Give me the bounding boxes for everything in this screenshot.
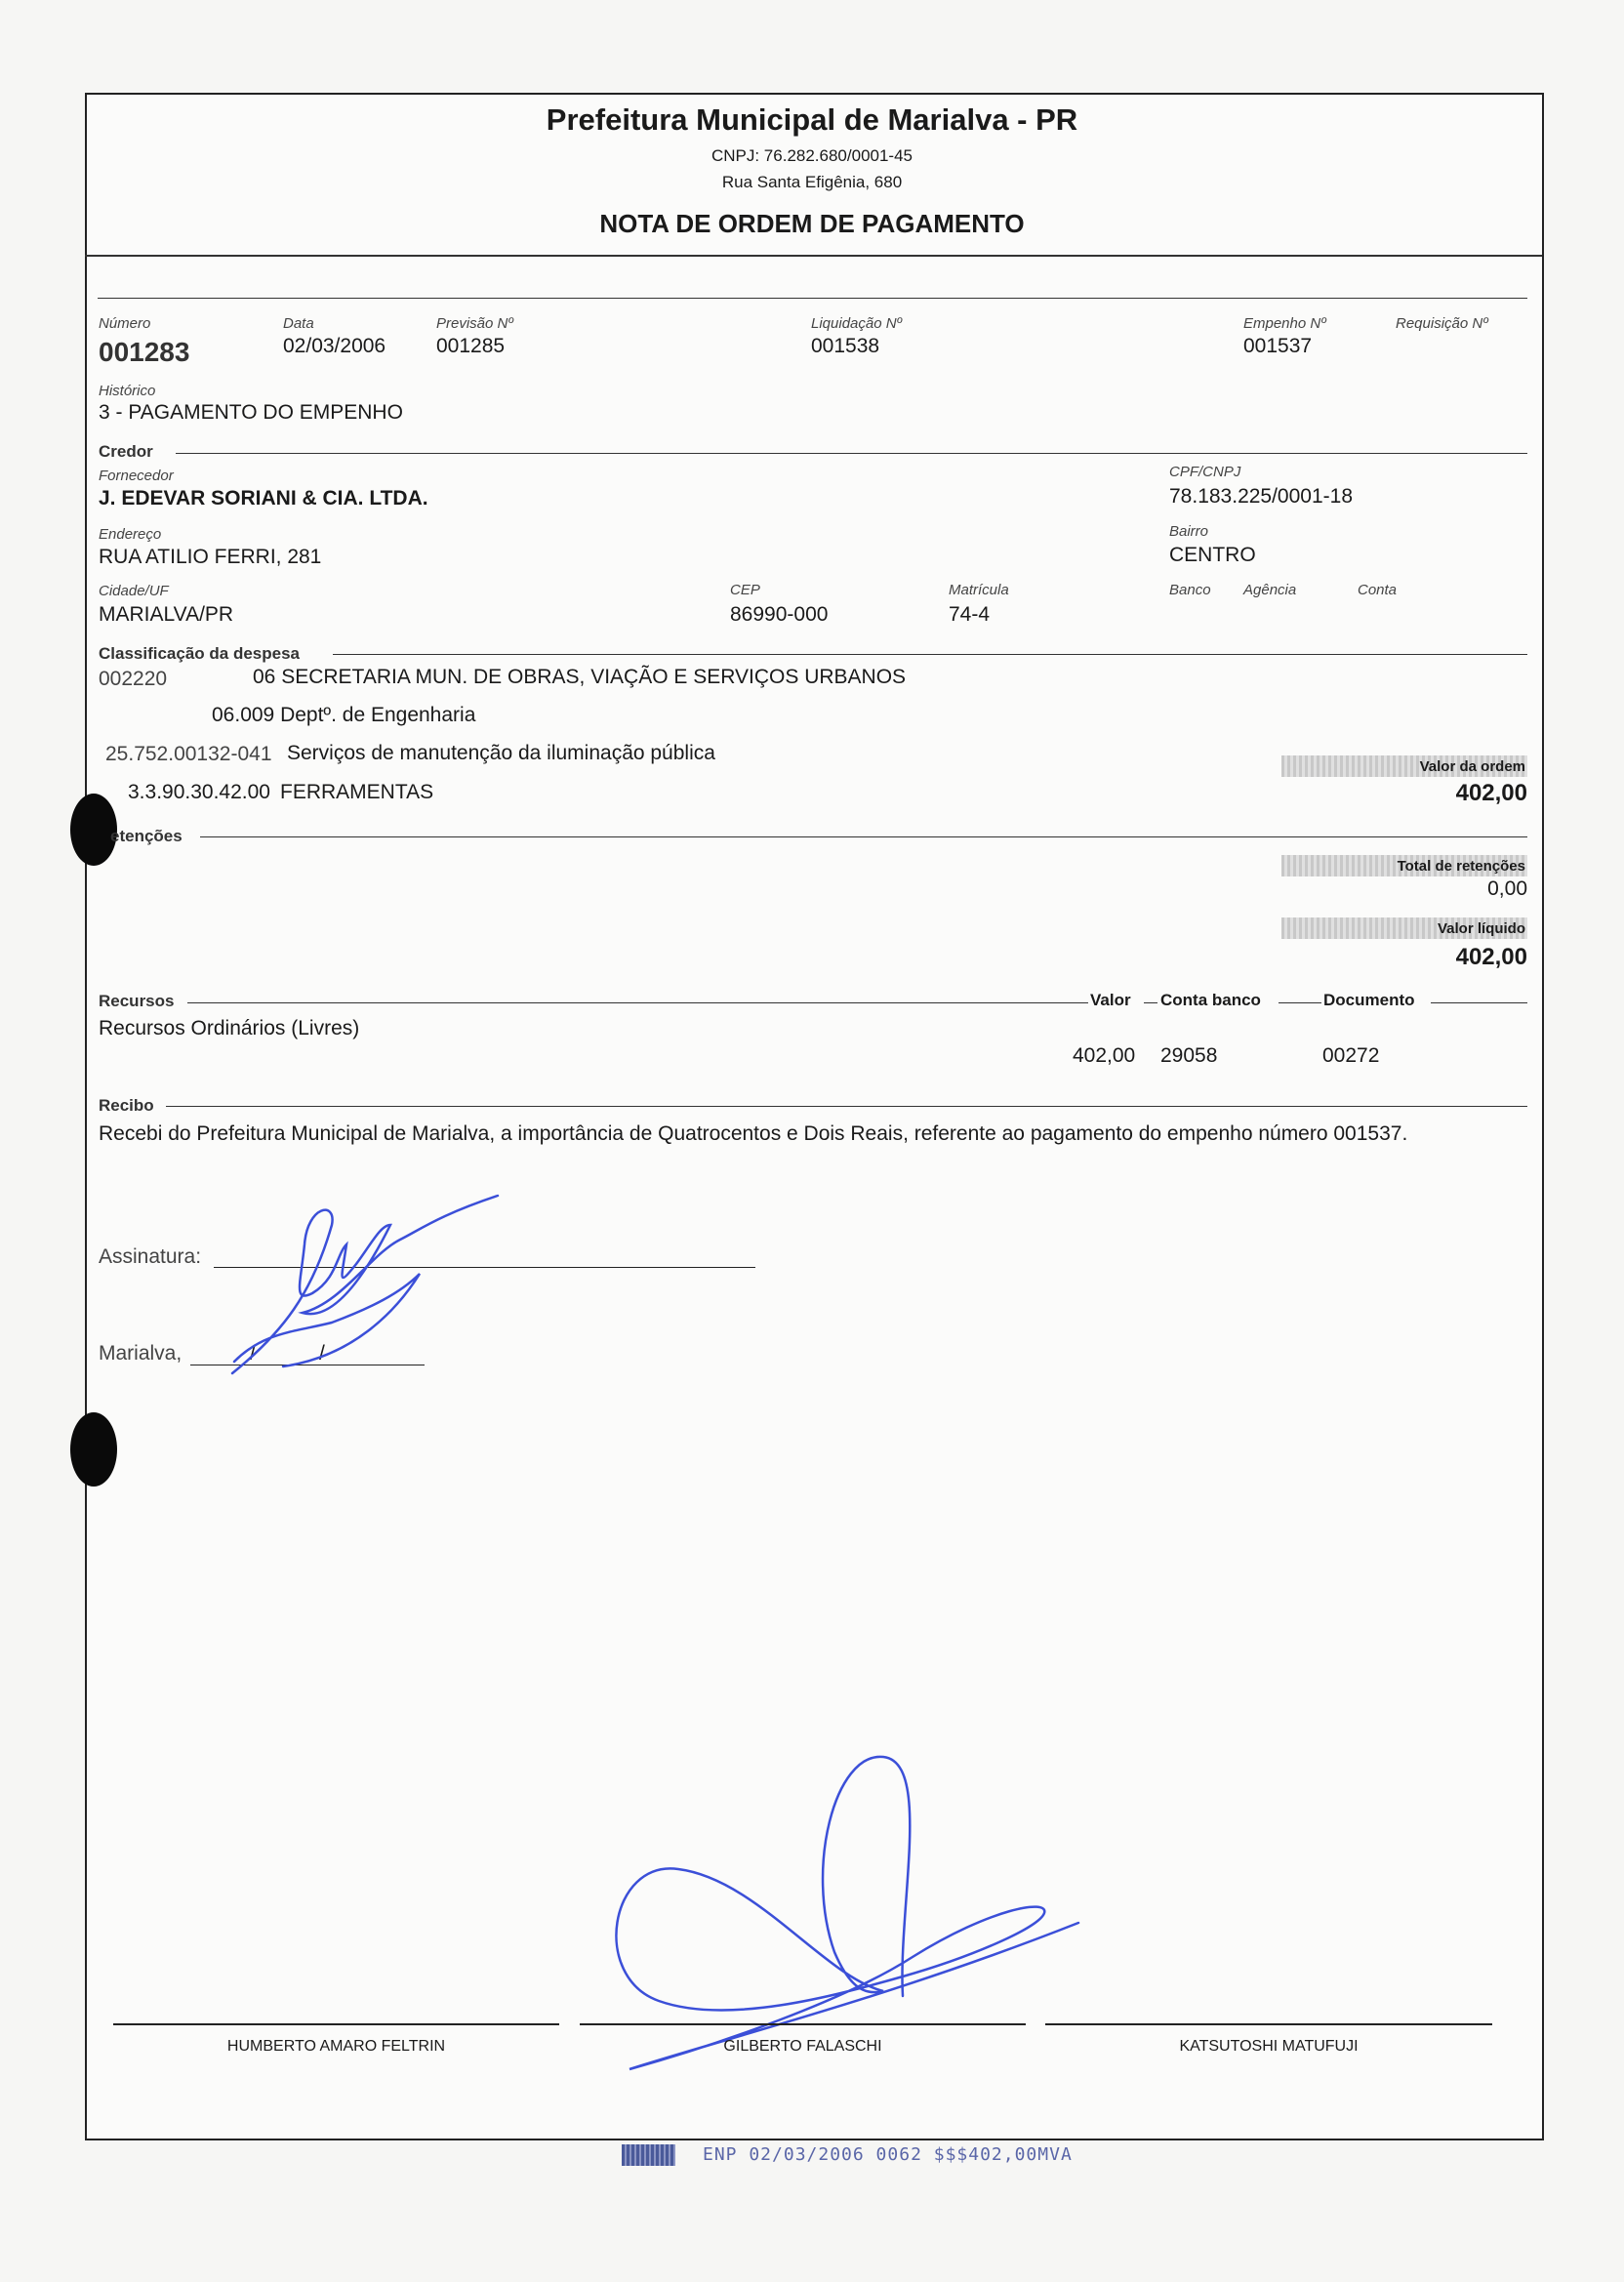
sig-line-3 (1045, 2023, 1492, 2025)
historico-label: Histórico (99, 383, 156, 399)
retencoes-section: etenções (110, 827, 183, 845)
empenho-value: 001537 (1243, 335, 1313, 357)
ids-divider (98, 298, 1527, 299)
cep-value: 86990-000 (730, 603, 829, 626)
fornecedor-label: Fornecedor (99, 468, 174, 484)
org-title: Prefeitura Municipal de Marialva - PR (546, 102, 1078, 137)
recursos-section: Recursos (99, 992, 175, 1010)
funcional-code: 25.752.00132-041 (105, 743, 272, 765)
cep-label: CEP (730, 582, 760, 598)
natureza-code: 3.3.90.30.42.00 (128, 781, 270, 803)
gilberto-signature (600, 1752, 1088, 2084)
bairro-label: Bairro (1169, 523, 1209, 540)
historico-value: 3 - PAGAMENTO DO EMPENHO (99, 401, 403, 424)
matricula-label: Matrícula (949, 582, 1009, 598)
stamp-logo (622, 2144, 675, 2166)
punch-hole-bottom (70, 1412, 117, 1487)
endereco-label: Endereço (99, 526, 162, 543)
data-label: Data (283, 315, 314, 332)
banco-label: Banco (1169, 582, 1211, 598)
recibo-section: Recibo (99, 1096, 154, 1115)
liquidacao-label: Liquidação Nº (811, 315, 903, 332)
natureza-desc: FERRAMENTAS (280, 781, 434, 803)
org-address: Rua Santa Efigênia, 680 (721, 173, 903, 191)
bairro-value: CENTRO (1169, 544, 1256, 566)
signer-1-name: HUMBERTO AMARO FELTRIN (226, 2038, 446, 2055)
recibo-divider (166, 1106, 1527, 1107)
recebedor-signature (224, 1186, 517, 1381)
recursos-conta: 29058 (1160, 1044, 1218, 1067)
credor-divider (176, 453, 1527, 454)
cpf-label: CPF/CNPJ (1169, 464, 1241, 480)
classificacao-code: 002220 (99, 668, 168, 690)
total-retencoes-label: Total de retenções (1397, 858, 1525, 875)
numero-label: Número (99, 315, 151, 332)
requisicao-label: Requisição Nº (1396, 315, 1488, 332)
funcional-desc: Serviços de manutenção da iluminação pública (287, 742, 715, 764)
conta-label: Conta (1358, 582, 1398, 598)
valor-liquido-value: 402,00 (1455, 944, 1527, 970)
classificacao-orgao: 06 SECRETARIA MUN. DE OBRAS, VIAÇÃO E SERVIÇOS URBANOS (253, 666, 907, 688)
assinatura-label: Assinatura: (99, 1245, 202, 1268)
matricula-value: 74-4 (949, 603, 991, 626)
liquidacao-value: 001538 (811, 335, 880, 357)
local-label: Marialva, (99, 1342, 183, 1365)
classificacao-divider (333, 654, 1527, 655)
classificacao-section: Classificação da despesa (99, 644, 301, 663)
fornecedor-value: J. EDEVAR SORIANI & CIA. LTDA. (99, 487, 428, 509)
document-title: NOTA DE ORDEM DE PAGAMENTO (599, 209, 1025, 238)
credor-section: Credor (99, 442, 153, 461)
sig-line-1 (113, 2023, 559, 2025)
sig-line-2 (580, 2023, 1026, 2025)
previsao-value: 001285 (436, 335, 506, 357)
empenho-label: Empenho Nº (1243, 315, 1326, 332)
retencoes-divider (200, 836, 1527, 837)
recursos-documento-label: Documento (1323, 991, 1415, 1009)
org-cnpj: CNPJ: 76.282.680/0001-45 (710, 146, 914, 165)
endereco-value: RUA ATILIO FERRI, 281 (99, 546, 322, 568)
recursos-documento: 00272 (1322, 1044, 1380, 1067)
valor-liquido-label: Valor líquido (1437, 920, 1525, 937)
recibo-text: Recebi do Prefeitura Municipal de Marialva, a importância de Quatrocentos e Dois Reais, referente ao pagamento do empenho número 001537. (99, 1122, 1408, 1145)
header-divider (85, 255, 1542, 257)
recursos-descricao: Recursos Ordinários (Livres) (99, 1017, 360, 1039)
valor-ordem-label: Valor da ordem (1419, 758, 1525, 775)
bank-stamp: ENP 02/03/2006 0062 $$$402,00MVA (703, 2144, 1073, 2165)
data-value: 02/03/2006 (283, 335, 386, 357)
signer-2-name: GILBERTO FALASCHI (723, 2038, 882, 2055)
recursos-valor: 402,00 (1073, 1044, 1136, 1067)
recursos-divider (187, 1002, 1088, 1003)
classificacao-unidade: 06.009 Deptº. de Engenharia (212, 704, 476, 726)
agencia-label: Agência (1243, 582, 1297, 598)
cidade-value: MARIALVA/PR (99, 603, 234, 626)
recursos-conta-label: Conta banco (1160, 991, 1261, 1009)
signer-3-name: KATSUTOSHI MATUFUJI (1179, 2038, 1359, 2055)
numero-value: 001283 (99, 337, 190, 367)
previsao-label: Previsão Nº (436, 315, 513, 332)
cpf-value: 78.183.225/0001-18 (1169, 485, 1354, 508)
valor-ordem-value: 402,00 (1455, 780, 1527, 806)
cidade-label: Cidade/UF (99, 583, 169, 599)
total-retencoes-value: 0,00 (1487, 877, 1527, 900)
recursos-valor-label: Valor (1090, 991, 1131, 1009)
